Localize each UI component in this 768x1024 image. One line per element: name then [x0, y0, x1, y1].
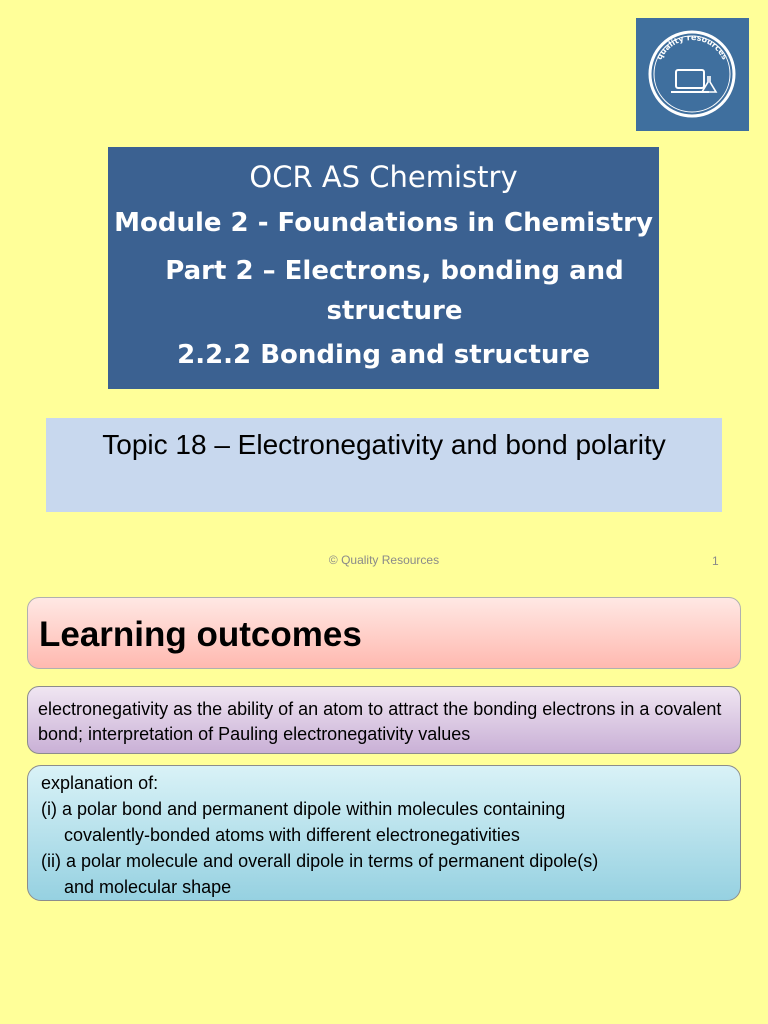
learning-outcome-1: electronegativity as the ability of an atom to attract the bonding electrons in a covalent bond; interpretation of Pauling electronegativity values [27, 686, 741, 754]
logo-emblem [636, 18, 749, 131]
copyright-text: © Quality Resources [328, 553, 440, 567]
outcome-2-item-2-cont: and molecular shape [64, 877, 232, 897]
course-title-box [108, 147, 659, 389]
learning-outcomes-heading: Learning outcomes [27, 597, 741, 669]
outcome-2-intro: explanation of: [41, 773, 159, 793]
quality-resources-logo [636, 18, 749, 131]
outcome-2-item-2: (ii) a polar molecule and overall dipole in terms of permanent dipole(s) [41, 851, 599, 871]
topic-title: Topic 18 – Electronegativity and bond polarity [46, 418, 722, 512]
section-title: 2.2.2 Bonding and structure [177, 340, 590, 370]
outcome-2-item-1-cont: covalently-bonded atoms with different electronegativities [64, 825, 520, 845]
module-title: Module 2 - Foundations in Chemistry [114, 208, 653, 238]
page-number: 1 [712, 554, 719, 568]
outcome-2-item-1: (i) a polar bond and permanent dipole within molecules containing [41, 799, 566, 819]
course-title: OCR AS Chemistry [249, 160, 518, 194]
part-title: Part 2 – Electrons, bonding and structure [165, 256, 624, 326]
learning-outcome-2 [27, 765, 741, 901]
logo-text: quality resources [654, 32, 730, 62]
svg-text:quality resources [655, 33, 730, 61]
